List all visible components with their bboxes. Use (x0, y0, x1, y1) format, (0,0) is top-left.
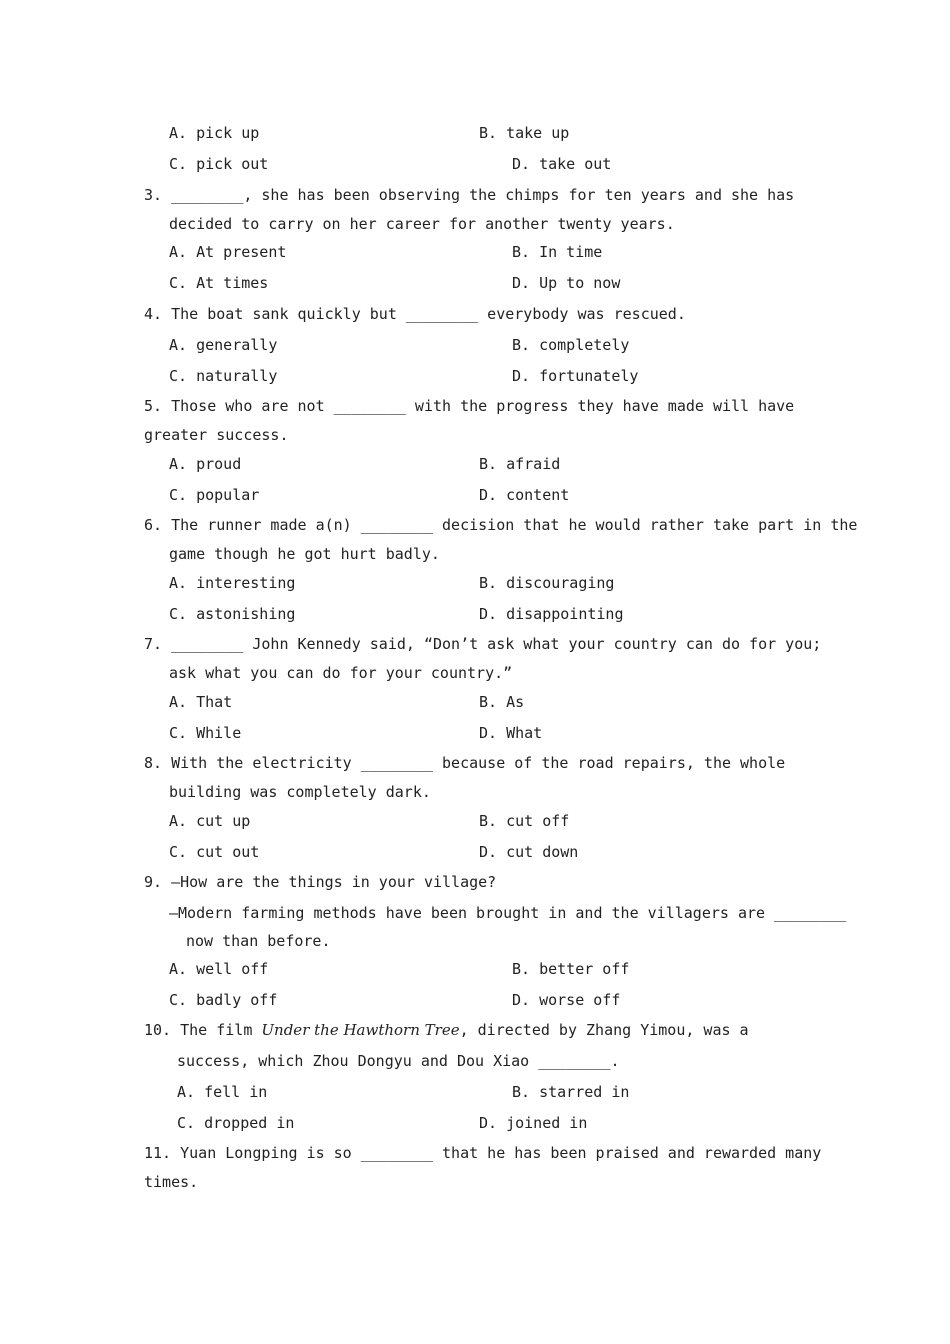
q2-option-d: D. take out (512, 155, 612, 173)
q7-option-b: B. As (479, 693, 525, 711)
q3-option-c: C. At times (169, 274, 269, 292)
q5-option-b: B. afraid (479, 455, 561, 473)
q8-stem-line1: 8. With the electricity ________ because of the road repairs, the whole (144, 754, 786, 772)
q4-option-d: D. fortunately (512, 367, 639, 385)
q9-stem-line2: —Modern farming methods have been brought in and the villagers are ________ (169, 904, 847, 922)
q10-stem-prefix: 10. The film (144, 1021, 262, 1039)
q8-option-d: D. cut down (479, 843, 579, 861)
q5-option-d: D. content (479, 486, 570, 504)
q3-option-d: D. Up to now (512, 274, 621, 292)
q10-option-c: C. dropped in (177, 1114, 295, 1132)
q10-stem-line1 (144, 1021, 749, 1039)
q5-option-a: A. proud (169, 455, 242, 473)
q11-stem-line2: times. (144, 1173, 199, 1191)
q2-option-a: A. pick up (169, 124, 260, 142)
q10-stem-line2: success, which Zhou Dongyu and Dou Xiao ________. (177, 1052, 620, 1070)
q9-stem-line3: now than before. (186, 932, 331, 950)
q3-option-b: B. In time (512, 243, 603, 261)
q6-option-b: B. discouraging (479, 574, 615, 592)
q4-option-b: B. completely (512, 336, 630, 354)
q9-option-d: D. worse off (512, 991, 621, 1009)
q6-option-d: D. disappointing (479, 605, 624, 623)
q2-option-b: B. take up (479, 124, 570, 142)
q9-option-a: A. well off (169, 960, 269, 978)
q6-stem-line1: 6. The runner made a(n) ________ decision that he would rather take part in the (144, 516, 858, 534)
q10-option-a: A. fell in (177, 1083, 268, 1101)
q7-stem-line1: 7. ________ John Kennedy said, “Don’t ask what your country can do for you; (144, 635, 822, 653)
q8-option-c: C. cut out (169, 843, 260, 861)
q10-film-title: Under the Hawthorn Tree (261, 1021, 460, 1039)
q7-option-d: D. What (479, 724, 543, 742)
q4-option-c: C. naturally (169, 367, 278, 385)
q8-stem-line2: building was completely dark. (169, 783, 431, 801)
q7-stem-line2: ask what you can do for your country.” (169, 664, 513, 682)
q5-stem-line1: 5. Those who are not ________ with the progress they have made will have (144, 397, 795, 415)
q9-stem-line1: 9. —How are the things in your village? (144, 873, 497, 891)
q8-option-b: B. cut off (479, 812, 570, 830)
q11-stem-line1: 11. Yuan Longping is so ________ that he has been praised and rewarded many (144, 1144, 822, 1162)
q6-option-c: C. astonishing (169, 605, 296, 623)
q2-option-c: C. pick out (169, 155, 269, 173)
q3-stem-line2: decided to carry on her career for another twenty years. (169, 215, 675, 233)
q3-stem-line1: 3. ________, she has been observing the chimps for ten years and she has (144, 186, 795, 204)
q9-option-c: C. badly off (169, 991, 278, 1009)
q10-stem-suffix: , directed by Zhang Yimou, was a (459, 1021, 749, 1039)
q6-option-a: A. interesting (169, 574, 296, 592)
q6-stem-line2: game though he got hurt badly. (169, 545, 440, 563)
q9-option-b: B. better off (512, 960, 630, 978)
q10-option-b: B. starred in (512, 1083, 630, 1101)
q5-stem-line2: greater success. (144, 426, 289, 444)
q8-option-a: A. cut up (169, 812, 251, 830)
q4-option-a: A. generally (169, 336, 278, 354)
q4-stem-line1: 4. The boat sank quickly but ________ everybody was rescued. (144, 305, 686, 323)
q5-option-c: C. popular (169, 486, 260, 504)
q7-option-c: C. While (169, 724, 242, 742)
q7-option-a: A. That (169, 693, 233, 711)
q3-option-a: A. At present (169, 243, 287, 261)
q10-option-d: D. joined in (479, 1114, 588, 1132)
